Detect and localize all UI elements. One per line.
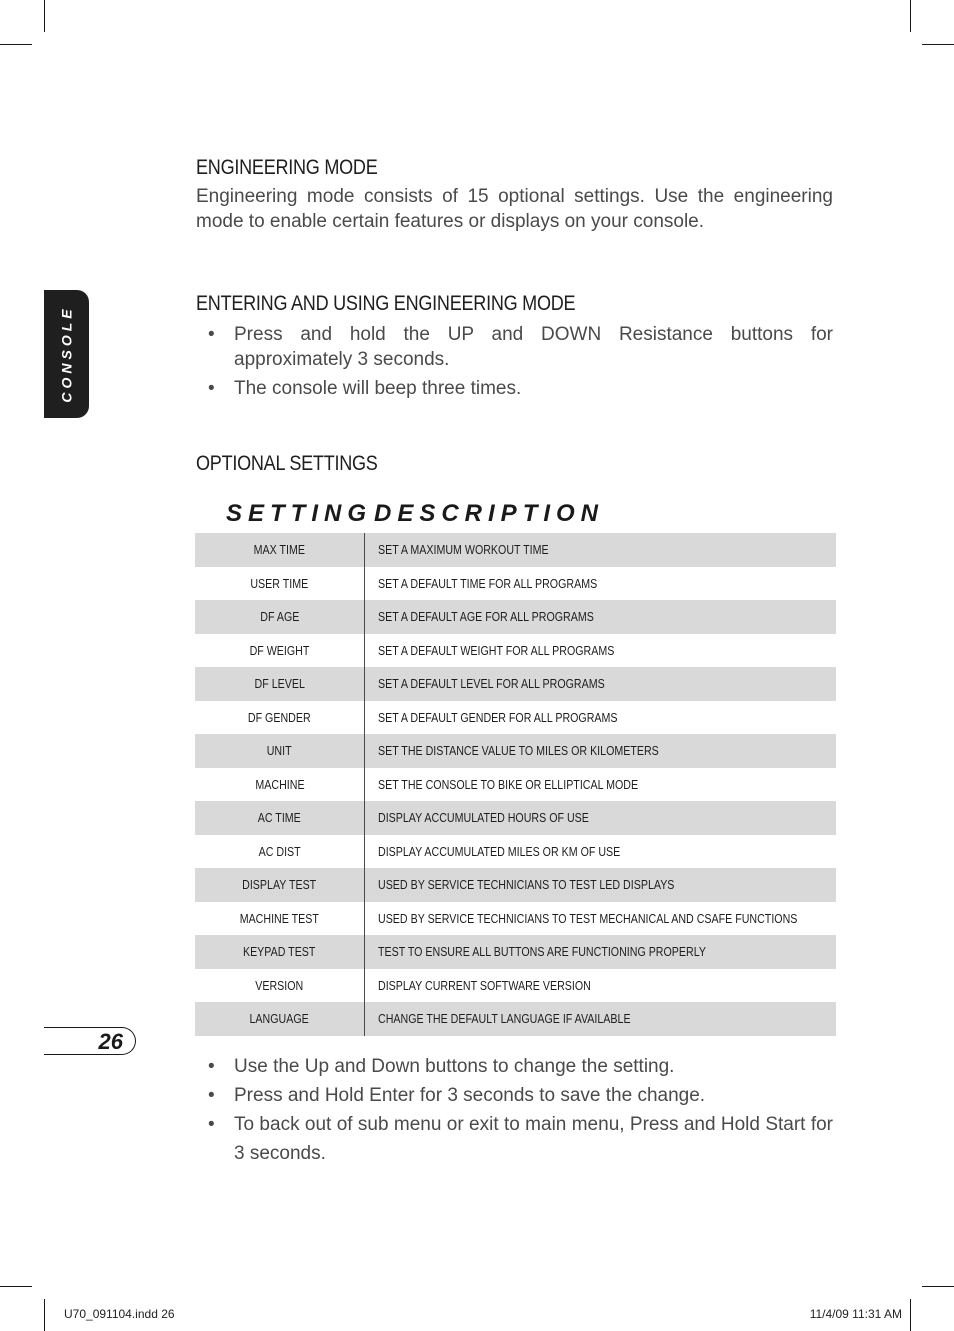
- crop-mark: [44, 0, 45, 32]
- instructions-list: [196, 1052, 833, 1168]
- setting-cell: AC TIME: [257, 810, 302, 826]
- list-item: • Press and Hold Enter for 3 seconds to save the change.: [196, 1081, 833, 1110]
- setting-cell: UNIT: [267, 743, 292, 759]
- section-side-tab: [44, 290, 89, 418]
- setting-cell: DF LEVEL: [254, 676, 305, 692]
- description-cell: SET A DEFAULT TIME FOR ALL PROGRAMS: [378, 575, 598, 591]
- engineering-mode-section: [196, 156, 833, 234]
- setting-cell: DF AGE: [259, 609, 300, 625]
- description-cell: TEST TO ENSURE ALL BUTTONS ARE FUNCTIONING PROPERLY: [378, 944, 706, 960]
- page-number: 26: [44, 1027, 136, 1055]
- table-row: [195, 1002, 836, 1036]
- description-cell: USED BY SERVICE TECHNICIANS TO TEST MECHANICAL AND CSAFE FUNCTIONS: [378, 910, 798, 926]
- optional-settings-heading: OPTIONAL SETTINGS: [196, 452, 378, 475]
- footer-timestamp: 11/4/09 11:31 AM: [809, 1307, 902, 1321]
- settings-table: [195, 533, 836, 1036]
- crop-mark: [0, 44, 32, 45]
- engineering-mode-heading: ENGINEERING MODE: [196, 156, 378, 179]
- entering-bullets: [196, 322, 833, 401]
- footer-file-slug: U70_091104.indd 26: [64, 1307, 175, 1321]
- setting-cell: USER TIME: [250, 575, 309, 591]
- crop-mark: [910, 0, 911, 32]
- table-row: [195, 801, 836, 835]
- crop-mark: [922, 1286, 954, 1287]
- description-cell: USED BY SERVICE TECHNICIANS TO TEST LED DISPLAYS: [378, 877, 675, 893]
- table-row: [195, 701, 836, 735]
- setting-cell: MACHINE: [254, 776, 305, 792]
- crop-mark: [910, 1299, 911, 1331]
- setting-cell: VERSION: [255, 977, 304, 993]
- crop-mark: [44, 1299, 45, 1331]
- setting-cell: LANGUAGE: [249, 1011, 310, 1027]
- table-row: [195, 600, 836, 634]
- description-cell: SET A MAXIMUM WORKOUT TIME: [378, 542, 549, 558]
- description-cell: SET A DEFAULT AGE FOR ALL PROGRAMS: [378, 609, 594, 625]
- description-cell: CHANGE THE DEFAULT LANGUAGE IF AVAILABLE: [378, 1011, 631, 1027]
- list-item: • To back out of sub menu or exit to main menu, Press and Hold Start for 3 seconds.: [196, 1110, 833, 1168]
- description-cell: DISPLAY ACCUMULATED HOURS OF USE: [378, 810, 589, 826]
- description-cell: SET THE DISTANCE VALUE TO MILES OR KILOMETERS: [378, 743, 659, 759]
- table-row: [195, 567, 836, 601]
- column-header-description: DESCRIPTION: [374, 500, 605, 527]
- instructions-section: [196, 1052, 833, 1168]
- table-row: [195, 634, 836, 668]
- setting-cell: DF WEIGHT: [249, 642, 310, 658]
- setting-cell: DF GENDER: [248, 709, 311, 725]
- crop-mark: [0, 1286, 32, 1287]
- optional-settings-section: [196, 452, 833, 476]
- setting-cell: MACHINE TEST: [239, 910, 320, 926]
- crop-mark: [922, 44, 954, 45]
- table-row: [195, 935, 836, 969]
- table-row: [195, 533, 836, 567]
- entering-section: [196, 292, 833, 405]
- table-row: [195, 902, 836, 936]
- description-cell: DISPLAY CURRENT SOFTWARE VERSION: [378, 977, 591, 993]
- list-item: • Press and hold the UP and DOWN Resistance buttons for approximately 3 seconds.: [196, 322, 833, 372]
- side-tab-label: CONSOLE: [58, 305, 75, 403]
- table-header: [196, 500, 836, 530]
- description-cell: SET THE CONSOLE TO BIKE OR ELLIPTICAL MODE: [378, 776, 639, 792]
- description-cell: SET A DEFAULT WEIGHT FOR ALL PROGRAMS: [378, 642, 615, 658]
- list-item: • The console will beep three times.: [196, 376, 833, 401]
- description-cell: DISPLAY ACCUMULATED MILES OR KM OF USE: [378, 843, 621, 859]
- engineering-mode-body: Engineering mode consists of 15 optional settings. Use the engineering mode to enable certain features or displays on your console.: [196, 186, 833, 232]
- setting-cell: AC DIST: [258, 843, 301, 859]
- table-row: [195, 835, 836, 869]
- column-header-setting: SETTING: [226, 500, 373, 527]
- entering-heading: ENTERING AND USING ENGINEERING MODE: [196, 292, 576, 315]
- description-cell: SET A DEFAULT LEVEL FOR ALL PROGRAMS: [378, 676, 605, 692]
- table-row: [195, 868, 836, 902]
- table-row: [195, 969, 836, 1003]
- description-cell: SET A DEFAULT GENDER FOR ALL PROGRAMS: [378, 709, 618, 725]
- table-row: [195, 734, 836, 768]
- table-row: [195, 667, 836, 701]
- setting-cell: KEYPAD TEST: [243, 944, 316, 960]
- list-item: • Use the Up and Down buttons to change the setting.: [196, 1052, 833, 1081]
- table-row: [195, 768, 836, 802]
- setting-cell: DISPLAY TEST: [242, 877, 317, 893]
- setting-cell: MAX TIME: [253, 542, 306, 558]
